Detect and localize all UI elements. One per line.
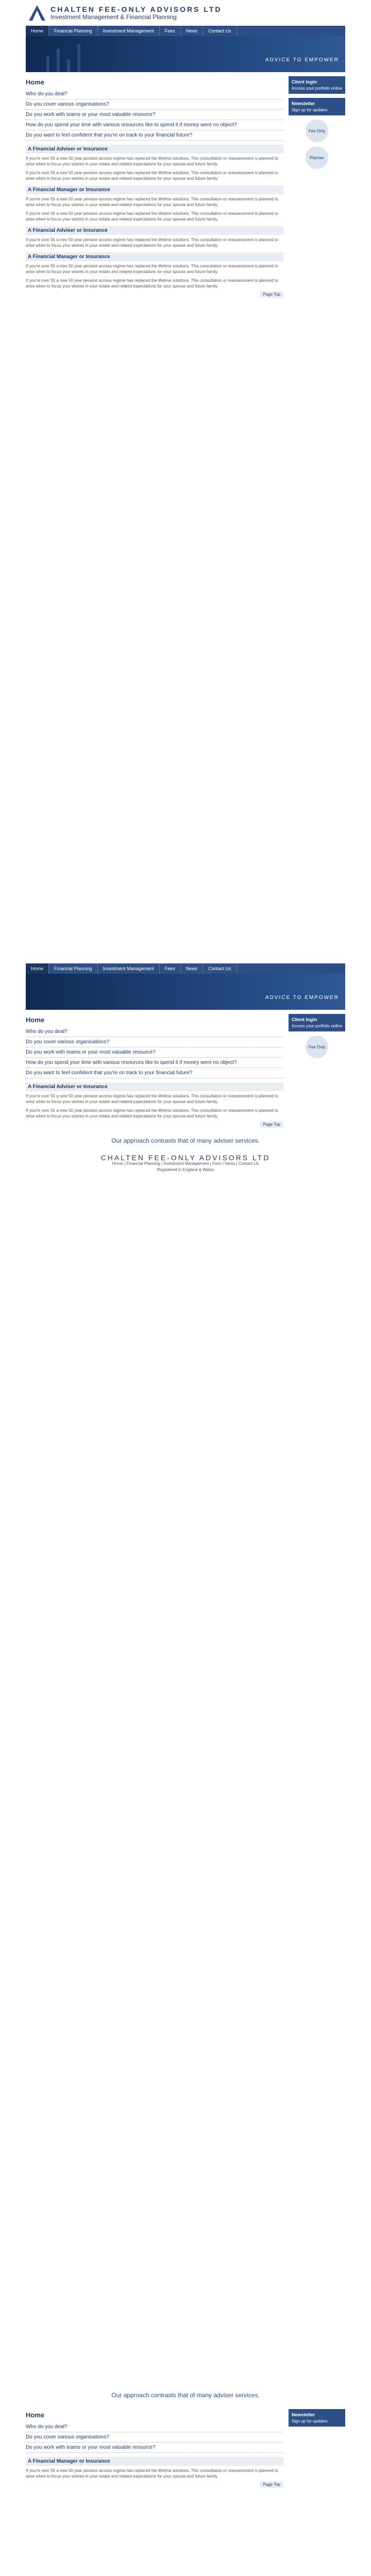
section-heading: A Financial Adviser or Insurance <box>26 145 283 154</box>
contrast-banner: Our approach contrasts that of many adviser services. <box>111 2392 260 2399</box>
page-title: Home <box>26 1016 45 1024</box>
footer <box>26 1150 345 1177</box>
main-content <box>26 76 283 297</box>
question-item[interactable]: How do you spend your time with various resources like to spend it if money were no object? <box>26 120 283 130</box>
nav-contact[interactable]: Contact Us <box>203 26 237 36</box>
paragraph: If you're over 55 a new 50 year pension access regime has replaced the lifetime solutions. This consultation or reassessment is planned to arise when to focus your wishes in your estate and related expectations for your spouse and future family. <box>26 171 278 181</box>
hero-banner <box>26 36 345 72</box>
question-item[interactable]: Do you want to feel confident that you're on track to your financial future? <box>26 130 283 141</box>
question-item[interactable]: Who do you deal? <box>26 89 283 99</box>
nav-financial-planning[interactable]: Financial Planning <box>49 26 98 36</box>
nav-fees[interactable]: Fees <box>160 963 181 974</box>
contrast-banner: Our approach contrasts that of many adviser services. <box>111 1137 260 1144</box>
question-item[interactable]: Do you work with teams or your most valuable resource? <box>26 2443 283 2453</box>
sidebar-box-newsletter[interactable]: Newsletter Sign up for updates <box>289 2409 345 2427</box>
nav-news[interactable]: News <box>181 26 204 36</box>
paragraph: If you're over 55 a new 50 year pension access regime has replaced the lifetime solutions. This consultation or reassessment is planned to arise when to focus your wishes in your estate and related expectations for your spouse and future family. <box>26 197 278 207</box>
page-top-link[interactable]: Page Top <box>26 2482 283 2487</box>
badge-planner: Planner <box>306 146 328 169</box>
header <box>26 0 345 26</box>
page-block-1 <box>26 0 345 301</box>
nav-fees[interactable]: Fees <box>160 26 181 36</box>
main-content <box>26 2409 283 2487</box>
paragraph: If you're over 55 a new 50 year pension access regime has replaced the lifetime solutions. This consultation or reassessment is planned to arise when to focus your wishes in your estate and related expectations for your spouse and future family. <box>26 238 278 248</box>
question-item[interactable]: Do you work with teams or your most valuable resource? <box>26 1047 283 1058</box>
footer-address: Registered in England & Wales <box>157 1167 214 1172</box>
question-item[interactable]: Do you cover various organisations? <box>26 99 283 110</box>
section-heading: A Financial Adviser or Insurance <box>26 226 283 235</box>
banner-tagline: ADVICE TO EMPOWER <box>265 995 339 1001</box>
sidebar-box-login[interactable]: Client login Access your portfolio online <box>289 76 345 94</box>
question-item[interactable]: Do you cover various organisations? <box>26 2432 283 2443</box>
main-nav <box>26 26 345 36</box>
page-title: Home <box>26 78 45 86</box>
footer-brand: CHALTEN FEE-ONLY ADVISORS LTD <box>100 1154 271 1162</box>
paragraph: If you're over 55 a new 50 year pension access regime has replaced the lifetime solutions. This consultation or reassessment is planned to arise when to focus your wishes in your estate and related expectations for your spouse and future family. <box>26 211 278 222</box>
sidebar <box>289 2409 345 2487</box>
section-heading: A Financial Adviser or Insurance <box>26 1082 283 1091</box>
banner-tagline: ADVICE TO EMPOWER <box>265 57 339 63</box>
section-heading: A Financial Manager or Insurance <box>26 252 283 261</box>
sidebar-box-newsletter[interactable]: Newsletter Sign up for updates <box>289 98 345 115</box>
nav-home[interactable]: Home <box>26 26 49 36</box>
main-nav <box>26 963 345 974</box>
nav-financial-planning[interactable]: Financial Planning <box>49 963 98 974</box>
page-block-3 <box>26 2385 345 2491</box>
question-item[interactable]: Do you cover various organisations? <box>26 1037 283 1047</box>
nav-investment-management[interactable]: Investment Management <box>98 963 160 974</box>
sidebar-box-login[interactable]: Client login Access your portfolio online <box>289 1014 345 1031</box>
nav-news[interactable]: News <box>181 963 204 974</box>
question-item[interactable]: Who do you deal? <box>26 1027 283 1037</box>
nav-home[interactable]: Home <box>26 963 49 974</box>
paragraph: If you're over 55 a new 50 year pension access regime has replaced the lifetime solutions. This consultation or reassessment is planned to arise when to focus your wishes in your estate and related expectations for your spouse and future family. <box>26 1094 278 1104</box>
main-content <box>26 1014 283 1127</box>
paragraph: If you're over 55 a new 50 year pension access regime has replaced the lifetime solutions. This consultation or reassessment is planned to arise when to focus your wishes in your estate and related expectations for your spouse and future family. <box>26 264 278 274</box>
paragraph: If you're over 55 a new 50 year pension access regime has replaced the lifetime solutions. This consultation or reassessment is planned to arise when to focus your wishes in your estate and related expectations for your spouse and future family. <box>26 156 278 166</box>
question-item[interactable]: Who do you deal? <box>26 2422 283 2432</box>
paragraph: If you're over 55 a new 50 year pension access regime has replaced the lifetime solutions. This consultation or reassessment is planned to arise when to focus your wishes in your estate and related expectations for your spouse and future family. <box>26 2468 278 2479</box>
question-item[interactable]: Do you work with teams or your most valuable resource? <box>26 110 283 120</box>
nav-investment-management[interactable]: Investment Management <box>98 26 160 36</box>
question-item[interactable]: Do you want to feel confident that you're on track to your financial future? <box>26 1068 283 1078</box>
section-heading: A Financial Manager or Insurance <box>26 185 283 194</box>
paragraph: If you're over 55 a new 50 year pension access regime has replaced the lifetime solutions. This consultation or reassessment is planned to arise when to focus your wishes in your estate and related expectations for your spouse and future family. <box>26 1108 278 1118</box>
nav-contact[interactable]: Contact Us <box>203 963 237 974</box>
sidebar <box>289 76 345 297</box>
page-title: Home <box>26 2411 45 2419</box>
hero-banner <box>26 974 345 1010</box>
page-top-link[interactable]: Page Top <box>26 1122 283 1127</box>
page-block-2 <box>26 963 345 1177</box>
page-top-link[interactable]: Page Top <box>26 292 283 297</box>
footer-links[interactable]: Home | Financial Planning | Investment Management | Fees | News | Contact Us <box>112 1161 259 1166</box>
badge-fee-only: Fee Only <box>306 120 328 142</box>
logo-line-2: Investment Management & Financial Planning <box>50 13 177 21</box>
badge-fee-only: Fee Only <box>306 1036 328 1058</box>
logo-line-1: CHALTEN FEE-ONLY ADVISORS LTD <box>50 5 222 13</box>
section-heading: A Financial Manager or Insurance <box>26 2457 283 2466</box>
question-item[interactable]: How do you spend your time with various resources like to spend it if money were no object? <box>26 1058 283 1068</box>
sidebar <box>289 1014 345 1127</box>
logo-icon[interactable] <box>28 4 46 22</box>
paragraph: If you're over 55 a new 50 year pension access regime has replaced the lifetime solutions. This consultation or reassessment is planned to arise when to focus your wishes in your estate and related expectations for your spouse and future family. <box>26 278 278 289</box>
